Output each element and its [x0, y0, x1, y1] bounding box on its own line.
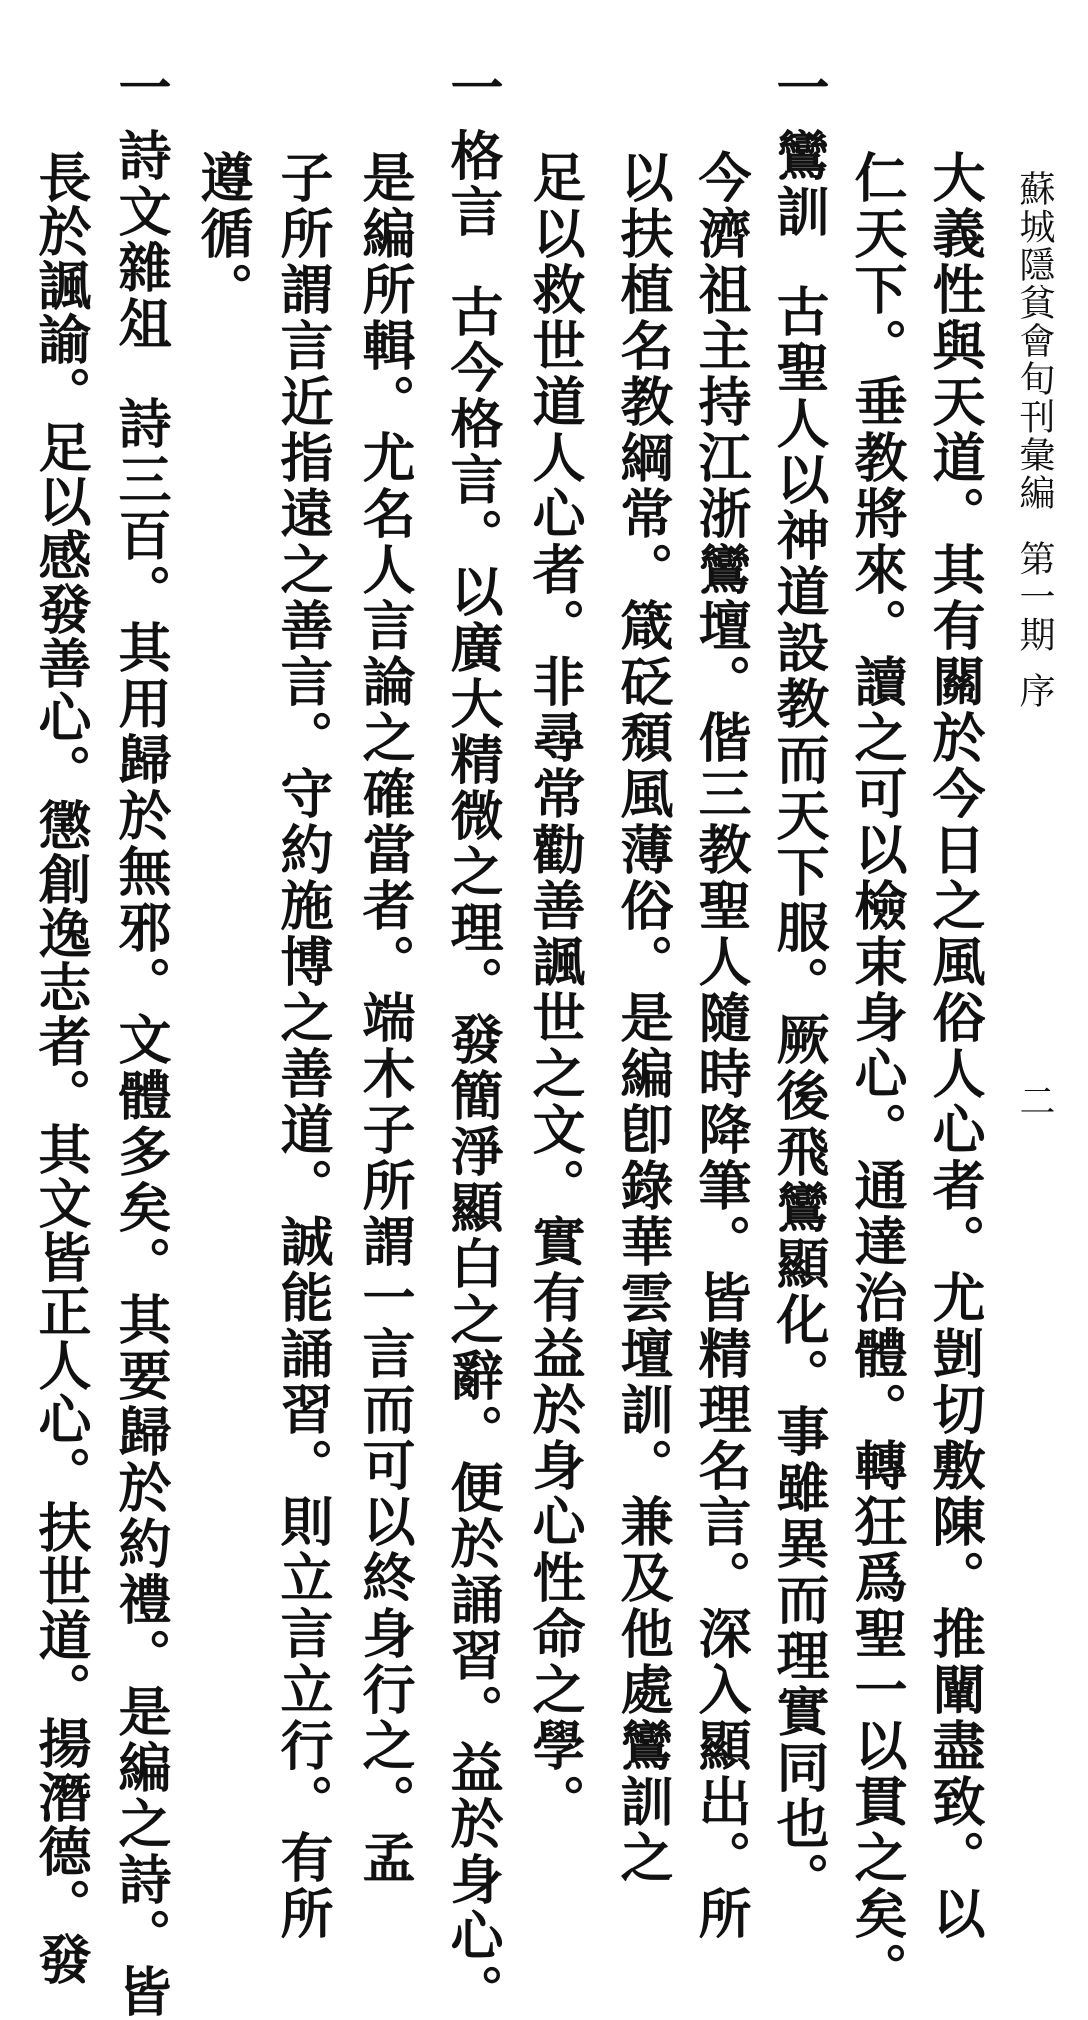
- section-label: 序: [1014, 672, 1055, 710]
- item-marker: 一: [442, 60, 504, 116]
- item-entry-ge-yan: [442, 60, 504, 2020]
- item-marker: 一: [768, 60, 830, 116]
- item-term: 鸞訓: [768, 128, 830, 240]
- text-column-8: 是編所輯。尤名人言論之確當者。端木子所謂一言而可以終身行之。孟: [354, 150, 416, 1886]
- text-column-6: 足以救世道人心者。非尋常勸善諷世之文。實有益於身心性命之學。: [524, 150, 586, 1830]
- text-column-9: 子所謂言近指遠之善言。守約施博之善道。誠能誦習。則立言立行。有所: [272, 150, 334, 1942]
- text-column-4: 今濟祖主持江浙鸞壇。偕三教聖人隨時降筆。皆精理名言。深入顯出。所: [690, 150, 752, 1942]
- text-column-5: 以扶植名教綱常。箴砭頹風薄俗。是編卽錄華雲壇訓。兼及他處鸞訓之: [612, 150, 674, 1886]
- book-title: 蘇城隱貧會旬刊彙編: [1014, 170, 1055, 512]
- item-term: 詩文雜俎: [110, 128, 172, 352]
- running-header: [1014, 170, 1055, 710]
- text-column-1: 大義性與天道。其有關於今日之風俗人心者。尤剴切敷陳。推闡盡致。以: [924, 150, 986, 1942]
- item-text: 古今格言。以廣大精微之理。發簡淨顯白之辭。便於誦習。益於身心。: [442, 284, 504, 2020]
- item-text: 古聖人以神道設教而天下服。厥後飛鸞顯化。事雖異而理實同也。: [768, 284, 830, 1908]
- item-marker: 一: [110, 60, 172, 116]
- item-term: 格言: [442, 128, 504, 240]
- item-text: 詩三百。其用歸於無邪。文體多矣。其要歸於約禮。是編之詩。皆: [110, 396, 172, 2020]
- item-entry-shi-wen: [110, 60, 172, 2020]
- issue-label: 第一期: [1014, 540, 1055, 654]
- text-column-10: 遵循。: [192, 150, 254, 318]
- text-column-2: 仁天下。垂教將來。讀之可以檢束身心。通達治體。轉狂爲聖一以貫之矣。: [846, 150, 908, 1998]
- page-number: 二: [1014, 1082, 1055, 1118]
- item-entry-luan-xun: [768, 60, 830, 1908]
- text-column-12: 長於諷諭。足以感發善心。懲創逸志者。其文皆正人心。扶世道。揚潛德。發: [30, 150, 92, 1986]
